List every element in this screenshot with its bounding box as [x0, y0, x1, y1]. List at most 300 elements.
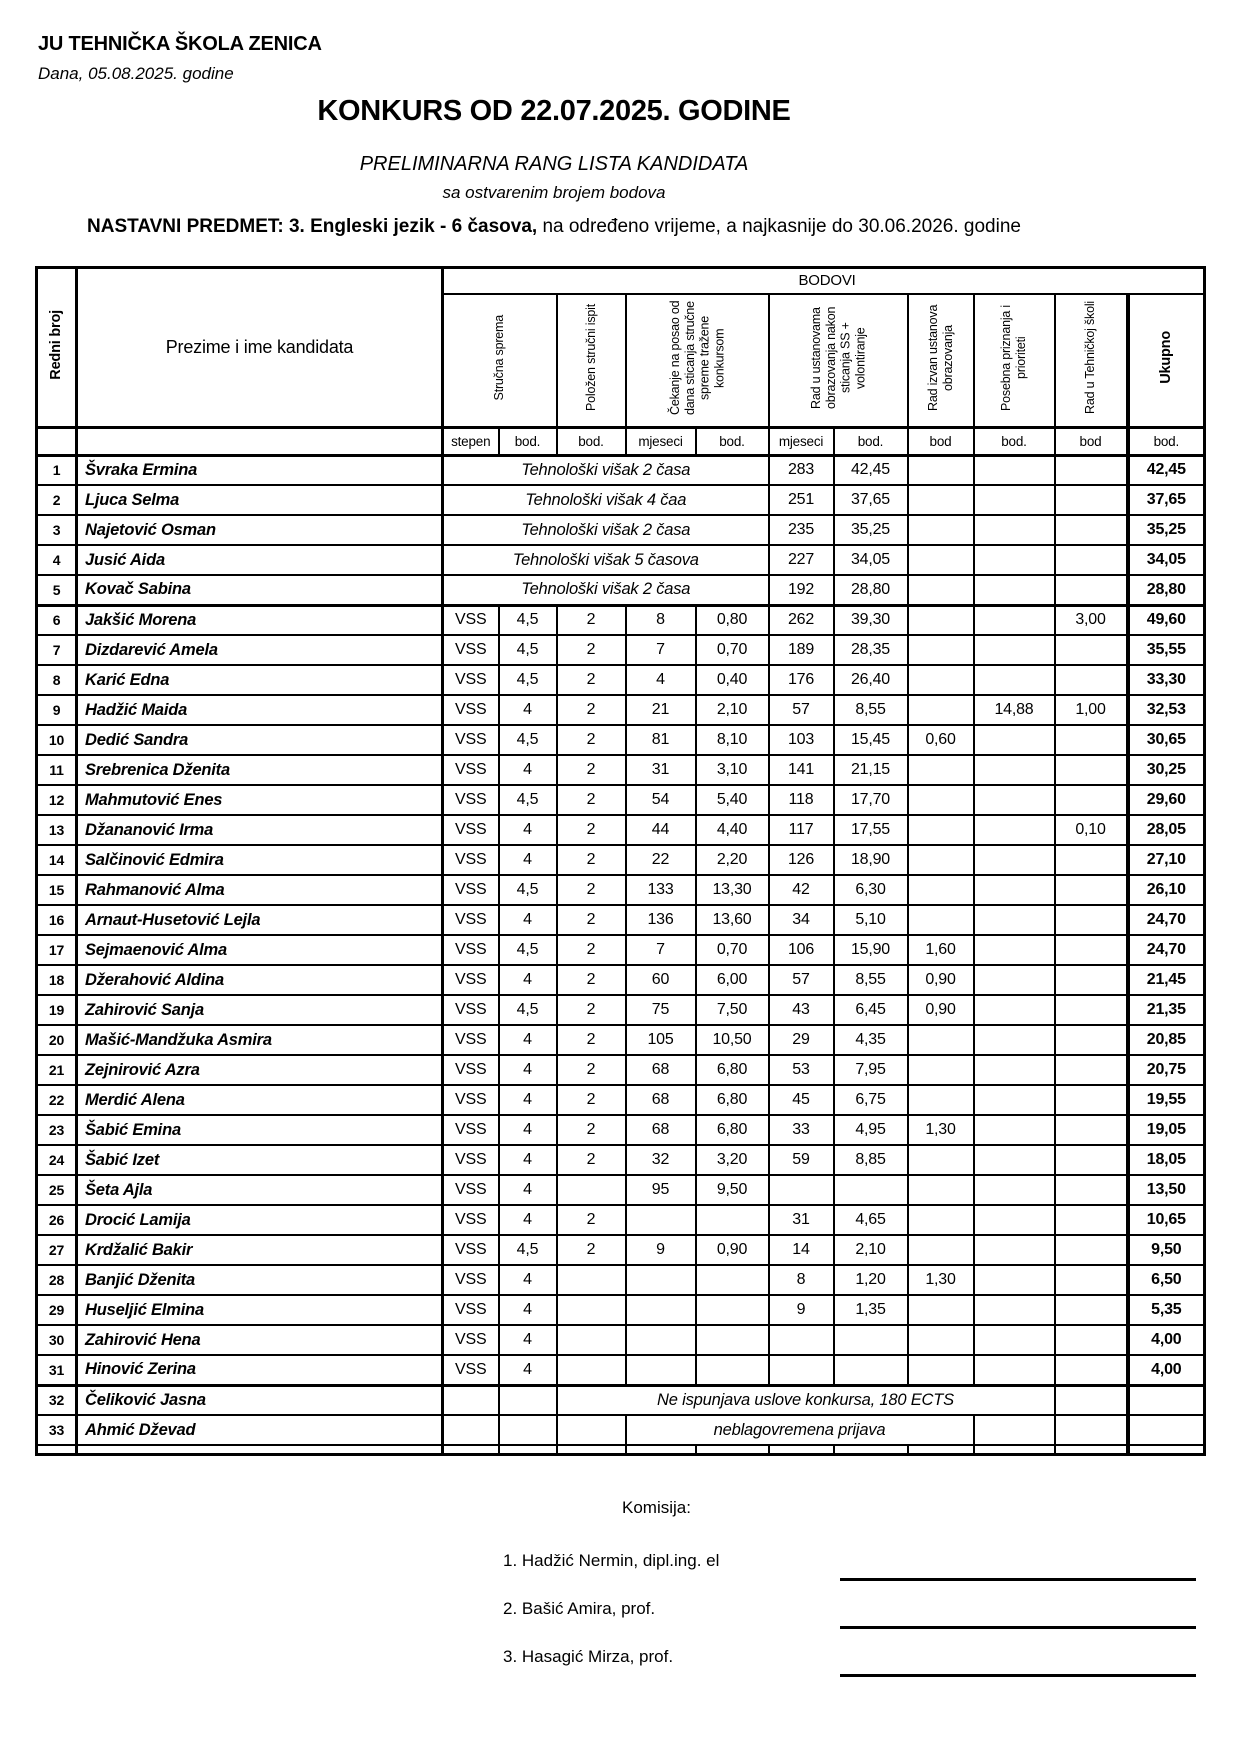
cell-value: 2	[557, 965, 626, 995]
subject-line	[0, 216, 1108, 238]
cell-value: 4	[499, 1055, 557, 1085]
cell-value	[974, 1235, 1055, 1265]
cell-value: 4,5	[499, 635, 557, 665]
candidate-name: Srebrenica Dženita	[77, 755, 443, 785]
cell-value: 17,70	[834, 785, 908, 815]
signature-line	[840, 1626, 1196, 1629]
cell-value: 4,95	[834, 1115, 908, 1145]
cell-value: 176	[769, 665, 834, 695]
candidate-name: Zahirović Sanja	[77, 995, 443, 1025]
cell-value	[1055, 785, 1128, 815]
cell-value	[908, 455, 974, 485]
cell-value	[769, 1355, 834, 1385]
cell-value: 2	[557, 785, 626, 815]
cell-value: 1,35	[834, 1295, 908, 1325]
cell-value: VSS	[443, 695, 499, 725]
row-number: 31	[37, 1355, 77, 1385]
total-value: 21,45	[1128, 965, 1205, 995]
empty-cell	[696, 1445, 769, 1454]
cell-value: VSS	[443, 1265, 499, 1295]
row-number: 32	[37, 1385, 77, 1415]
table-row	[37, 1385, 1205, 1415]
candidate-name: Dedić Sandra	[77, 725, 443, 755]
empty-cell	[769, 1445, 834, 1454]
cell-value	[1055, 1325, 1128, 1355]
table-row	[37, 1115, 1205, 1145]
empty-cell	[37, 1445, 77, 1454]
cell-value	[974, 455, 1055, 485]
cell-value: 3,20	[696, 1145, 769, 1175]
empty-cell	[908, 1445, 974, 1454]
table-row	[37, 1295, 1205, 1325]
cell-value	[499, 1385, 557, 1415]
column-header-label: Stručna sprema	[492, 314, 507, 401]
cell-value	[696, 1295, 769, 1325]
cell-value: 2	[557, 605, 626, 635]
cell-value: 34,05	[834, 545, 908, 575]
cell-value: 4,40	[696, 815, 769, 845]
cell-value: 2	[557, 905, 626, 935]
table-row	[37, 1415, 1205, 1445]
total-value: 24,70	[1128, 935, 1205, 965]
empty-cell	[557, 1445, 626, 1454]
row-number: 21	[37, 1055, 77, 1085]
cell-value: 57	[769, 965, 834, 995]
cell-value	[1055, 1085, 1128, 1115]
table-row	[37, 695, 1205, 725]
cell-value	[974, 845, 1055, 875]
cell-value	[1055, 875, 1128, 905]
row-number: 30	[37, 1325, 77, 1355]
cell-value: 251	[769, 485, 834, 515]
cell-value: 0,10	[1055, 815, 1128, 845]
row-number: 8	[37, 665, 77, 695]
candidate-name: Zahirović Hena	[77, 1325, 443, 1355]
table-row	[37, 845, 1205, 875]
cell-value	[557, 1325, 626, 1355]
candidate-name: Šeta Ajla	[77, 1175, 443, 1205]
row-number: 11	[37, 755, 77, 785]
table-row	[37, 455, 1205, 485]
table-row	[37, 1235, 1205, 1265]
row-number: 5	[37, 575, 77, 605]
cell-value: VSS	[443, 605, 499, 635]
cell-value: 57	[769, 695, 834, 725]
column-header	[626, 294, 769, 428]
cell-value	[908, 1145, 974, 1175]
cell-value	[1055, 1025, 1128, 1055]
cell-value: 4	[499, 965, 557, 995]
cell-value	[499, 1415, 557, 1445]
page-title: KONKURS OD 22.07.2025. GODINE	[317, 95, 791, 127]
cell-value	[908, 485, 974, 515]
cell-value	[1055, 1145, 1128, 1175]
cell-value: VSS	[443, 1355, 499, 1385]
table-row	[37, 515, 1205, 545]
cell-value	[908, 1355, 974, 1385]
cell-value	[908, 1175, 974, 1205]
candidate-name: Karić Edna	[77, 665, 443, 695]
cell-value	[908, 785, 974, 815]
cell-value: 2	[557, 995, 626, 1025]
candidate-name: Najetović Osman	[77, 515, 443, 545]
row-number: 26	[37, 1205, 77, 1235]
merged-note: Tehnološki višak 5 časova	[443, 545, 769, 575]
cell-value: 283	[769, 455, 834, 485]
cell-value: 4,5	[499, 605, 557, 635]
cell-value: 6,80	[696, 1055, 769, 1085]
cell-value	[626, 1295, 696, 1325]
table-row	[37, 1265, 1205, 1295]
total-value: 28,05	[1128, 815, 1205, 845]
cell-value: 33	[769, 1115, 834, 1145]
cell-value: 4	[626, 665, 696, 695]
cell-value	[557, 1265, 626, 1295]
committee-member: 3. Hasagić Mirza, prof.	[503, 1647, 674, 1666]
cell-value: 6,80	[696, 1085, 769, 1115]
cell-value	[1055, 545, 1128, 575]
cell-value	[557, 1415, 626, 1445]
cell-value: 68	[626, 1115, 696, 1145]
column-header-label: Položen stručni ispit	[583, 304, 598, 411]
cell-value: 21	[626, 695, 696, 725]
organization-name: JU TEHNIČKA ŠKOLA ZENICA	[38, 33, 322, 55]
total-value	[1128, 1385, 1205, 1415]
total-value: 9,50	[1128, 1235, 1205, 1265]
cell-value	[1055, 1235, 1128, 1265]
cell-value	[908, 665, 974, 695]
subheader-cell: bod.	[696, 427, 769, 455]
row-number: 10	[37, 725, 77, 755]
total-value	[1128, 1415, 1205, 1445]
cell-value: 1,00	[1055, 695, 1128, 725]
cell-value: 4	[499, 1145, 557, 1175]
table-row	[37, 905, 1205, 935]
row-number: 28	[37, 1265, 77, 1295]
cell-value	[974, 995, 1055, 1025]
cell-value: VSS	[443, 785, 499, 815]
cell-value: 6,00	[696, 965, 769, 995]
cell-value	[834, 1355, 908, 1385]
cell-value: 227	[769, 545, 834, 575]
table-row	[37, 1085, 1205, 1115]
page-subtitle: PRELIMINARNA RANG LISTA KANDIDATA	[359, 153, 749, 175]
subheader-cell	[77, 427, 443, 455]
cell-value	[974, 1325, 1055, 1355]
row-number: 13	[37, 815, 77, 845]
merged-note: Ne ispunjava uslove konkursa, 180 ECTS	[557, 1385, 1055, 1415]
candidate-name: Džerahović Aldina	[77, 965, 443, 995]
row-number: 17	[37, 935, 77, 965]
cell-value: 13,30	[696, 875, 769, 905]
cell-value: 7	[626, 935, 696, 965]
cell-value: 4,5	[499, 995, 557, 1025]
cell-value: 4	[499, 1295, 557, 1325]
cell-value	[1055, 1115, 1128, 1145]
column-header-prezime: Prezime i ime kandidata	[77, 268, 443, 428]
subheader-cell	[37, 427, 77, 455]
cell-value: 1,20	[834, 1265, 908, 1295]
table-row	[37, 965, 1205, 995]
cell-value: 22	[626, 845, 696, 875]
candidate-name: Mahmutović Enes	[77, 785, 443, 815]
row-number: 15	[37, 875, 77, 905]
cell-value: 8,85	[834, 1145, 908, 1175]
cell-value: 4,5	[499, 785, 557, 815]
candidate-name: Šabić Emina	[77, 1115, 443, 1145]
cell-value: 2	[557, 1145, 626, 1175]
subheader-row	[37, 427, 1205, 455]
total-value: 33,30	[1128, 665, 1205, 695]
candidate-name: Čeliković Jasna	[77, 1385, 443, 1415]
cell-value	[974, 965, 1055, 995]
row-number: 6	[37, 605, 77, 635]
total-value: 28,80	[1128, 575, 1205, 605]
subheader-cell: bod	[1055, 427, 1128, 455]
subject-line-rest: na određeno vrijeme, a najkasnije do 30.06.2026. godine	[537, 216, 1021, 237]
cell-value	[696, 1205, 769, 1235]
cell-value: 106	[769, 935, 834, 965]
cell-value	[1055, 845, 1128, 875]
subheader-cell: bod.	[974, 427, 1055, 455]
empty-row	[37, 1445, 1205, 1454]
cell-value: 2	[557, 755, 626, 785]
candidate-name: Zejnirović Azra	[77, 1055, 443, 1085]
cell-value	[974, 545, 1055, 575]
row-number: 14	[37, 845, 77, 875]
cell-value	[443, 1385, 499, 1415]
cell-value	[696, 1355, 769, 1385]
cell-value: 3,00	[1055, 605, 1128, 635]
cell-value: 0,70	[696, 935, 769, 965]
table-row	[37, 1055, 1205, 1085]
cell-value: 0,90	[696, 1235, 769, 1265]
subheader-cell: bod.	[1128, 427, 1205, 455]
cell-value	[1055, 1265, 1128, 1295]
cell-value: 6,45	[834, 995, 908, 1025]
cell-value	[1055, 635, 1128, 665]
cell-value	[974, 1145, 1055, 1175]
cell-value	[834, 1175, 908, 1205]
cell-value: 2,10	[834, 1235, 908, 1265]
column-header	[974, 294, 1055, 428]
cell-value: 2	[557, 1055, 626, 1085]
cell-value	[908, 1205, 974, 1235]
cell-value: 4,35	[834, 1025, 908, 1055]
row-number: 25	[37, 1175, 77, 1205]
cell-value: VSS	[443, 1055, 499, 1085]
cell-value: 31	[626, 755, 696, 785]
cell-value: 4	[499, 1175, 557, 1205]
row-number: 24	[37, 1145, 77, 1175]
cell-value	[908, 1025, 974, 1055]
table-row	[37, 635, 1205, 665]
cell-value: 4	[499, 845, 557, 875]
redni-broj-label: Redni broj	[47, 309, 64, 380]
cell-value: 3,10	[696, 755, 769, 785]
total-value: 42,45	[1128, 455, 1205, 485]
cell-value	[908, 815, 974, 845]
cell-value	[974, 1055, 1055, 1085]
cell-value: 43	[769, 995, 834, 1025]
candidate-name: Rahmanović Alma	[77, 875, 443, 905]
candidate-name: Ljuca Selma	[77, 485, 443, 515]
row-number: 18	[37, 965, 77, 995]
cell-value: 2	[557, 635, 626, 665]
subheader-cell: mjeseci	[769, 427, 834, 455]
cell-value: 44	[626, 815, 696, 845]
cell-value: VSS	[443, 965, 499, 995]
candidate-name: Dizdarević Amela	[77, 635, 443, 665]
cell-value	[626, 1325, 696, 1355]
total-value: 29,60	[1128, 785, 1205, 815]
empty-cell	[1055, 1445, 1128, 1454]
cell-value: 13,60	[696, 905, 769, 935]
cell-value	[1055, 665, 1128, 695]
cell-value	[1055, 1415, 1128, 1445]
candidate-name: Hadžić Maida	[77, 695, 443, 725]
cell-value	[908, 755, 974, 785]
total-value: 30,65	[1128, 725, 1205, 755]
empty-cell	[77, 1445, 443, 1454]
cell-value: 133	[626, 875, 696, 905]
cell-value: VSS	[443, 755, 499, 785]
bodovi-header: BODOVI	[443, 268, 1205, 294]
total-value: 10,65	[1128, 1205, 1205, 1235]
cell-value	[908, 1295, 974, 1325]
cell-value: 262	[769, 605, 834, 635]
cell-value: 9,50	[696, 1175, 769, 1205]
cell-value	[557, 1355, 626, 1385]
table-row	[37, 1205, 1205, 1235]
cell-value	[974, 515, 1055, 545]
row-number: 27	[37, 1235, 77, 1265]
cell-value: 8,10	[696, 725, 769, 755]
cell-value	[974, 755, 1055, 785]
cell-value	[974, 725, 1055, 755]
row-number: 7	[37, 635, 77, 665]
row-number: 23	[37, 1115, 77, 1145]
cell-value: 235	[769, 515, 834, 545]
table-row	[37, 665, 1205, 695]
cell-value: VSS	[443, 845, 499, 875]
cell-value: 2	[557, 845, 626, 875]
total-value: 34,05	[1128, 545, 1205, 575]
total-value: 32,53	[1128, 695, 1205, 725]
cell-value: 4,5	[499, 1235, 557, 1265]
cell-value	[974, 815, 1055, 845]
cell-value	[974, 575, 1055, 605]
cell-value: VSS	[443, 1235, 499, 1265]
cell-value: 105	[626, 1025, 696, 1055]
cell-value: 2	[557, 815, 626, 845]
ranking-table	[35, 266, 1206, 1456]
empty-cell	[443, 1445, 499, 1454]
total-value: 19,55	[1128, 1085, 1205, 1115]
row-number: 20	[37, 1025, 77, 1055]
cell-value: 28,35	[834, 635, 908, 665]
candidate-name: Sejmaenović Alma	[77, 935, 443, 965]
total-value: 19,05	[1128, 1115, 1205, 1145]
cell-value: 0,70	[696, 635, 769, 665]
column-header	[443, 294, 557, 428]
cell-value: 2	[557, 1025, 626, 1055]
subheader-cell: bod	[908, 427, 974, 455]
total-value: 24,70	[1128, 905, 1205, 935]
cell-value	[908, 545, 974, 575]
candidate-name: Salčinović Edmira	[77, 845, 443, 875]
cell-value: 42	[769, 875, 834, 905]
cell-value	[908, 875, 974, 905]
table-row	[37, 995, 1205, 1025]
merged-note: Tehnološki višak 2 časa	[443, 515, 769, 545]
cell-value	[908, 1235, 974, 1265]
cell-value	[908, 515, 974, 545]
cell-value: 28,80	[834, 575, 908, 605]
cell-value: 4	[499, 1325, 557, 1355]
subheader-cell: stepen	[443, 427, 499, 455]
cell-value: 2	[557, 875, 626, 905]
cell-value: 42,45	[834, 455, 908, 485]
cell-value: 2	[557, 1205, 626, 1235]
table-row	[37, 785, 1205, 815]
cell-value: 14	[769, 1235, 834, 1265]
table-row	[37, 1025, 1205, 1055]
cell-value: 7	[626, 635, 696, 665]
cell-value: 17,55	[834, 815, 908, 845]
column-header	[1128, 294, 1205, 428]
cell-value	[626, 1355, 696, 1385]
cell-value: VSS	[443, 1145, 499, 1175]
cell-value: 18,90	[834, 845, 908, 875]
cell-value: 2	[557, 1085, 626, 1115]
candidate-name: Drocić Lamija	[77, 1205, 443, 1235]
cell-value	[1055, 1205, 1128, 1235]
cell-value: 75	[626, 995, 696, 1025]
cell-value: 2	[557, 1115, 626, 1145]
subheader-cell: bod.	[834, 427, 908, 455]
cell-value: 35,25	[834, 515, 908, 545]
candidate-name: Švraka Ermina	[77, 455, 443, 485]
cell-value	[1055, 935, 1128, 965]
candidate-name: Kovač Sabina	[77, 575, 443, 605]
cell-value: 0,90	[908, 965, 974, 995]
cell-value: VSS	[443, 1115, 499, 1145]
cell-value: 39,30	[834, 605, 908, 635]
cell-value: 9	[626, 1235, 696, 1265]
cell-value: 2	[557, 695, 626, 725]
candidate-name: Arnaut-Husetović Lejla	[77, 905, 443, 935]
committee-member: 2. Bašić Amira, prof.	[503, 1599, 656, 1618]
subheader-cell: bod.	[557, 427, 626, 455]
candidate-name: Mašić-Mandžuka Asmira	[77, 1025, 443, 1055]
cell-value: 2	[557, 1235, 626, 1265]
cell-value	[626, 1265, 696, 1295]
cell-value	[696, 1325, 769, 1355]
cell-value: 95	[626, 1175, 696, 1205]
column-header-label: Ukupno	[1157, 331, 1174, 384]
cell-value	[1055, 755, 1128, 785]
total-value: 37,65	[1128, 485, 1205, 515]
cell-value	[557, 1295, 626, 1325]
cell-value	[1055, 1385, 1128, 1415]
table-row	[37, 575, 1205, 605]
cell-value: VSS	[443, 665, 499, 695]
table-row	[37, 1355, 1205, 1385]
signature-line	[840, 1578, 1196, 1581]
total-value: 18,05	[1128, 1145, 1205, 1175]
candidate-name: Jusić Aida	[77, 545, 443, 575]
